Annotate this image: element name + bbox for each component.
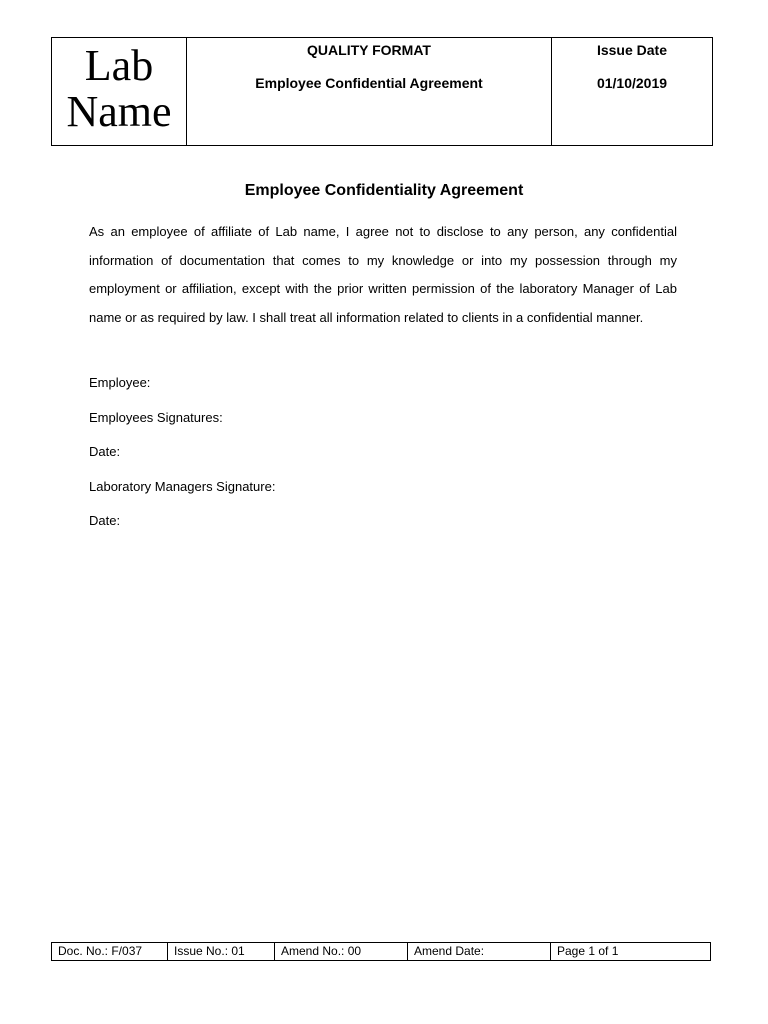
footer-amend-date: Amend Date: [408,943,551,961]
footer-amend-no: Amend No.: 00 [275,943,408,961]
document-title: Employee Confidentiality Agreement [244,182,524,199]
logo-line-2: Name [66,87,172,136]
employee-field-label: Employee: [89,375,151,390]
issue-date-cell [552,38,713,146]
manager-signature-field-label: Laboratory Managers Signature: [89,479,276,494]
employee-signature-field-label: Employees Signatures: [89,410,223,425]
date-field-label-2: Date: [89,513,121,528]
format-cell [187,38,552,146]
agreement-paragraph: As an employee of affiliate of Lab name, I agree not to disclose to any person, any confidential information of documentation that comes to my knowledge or into my possession through my employment or affiliation, except with the prior written permission of the laboratory Manager of Lab name or as required by law. I shall treat all information related to clients in a confidential manner. [89,224,677,325]
issue-date-value: 01/10/2019 [596,75,668,91]
logo-line-1: Lab [84,41,154,90]
lab-logo [52,38,186,135]
date-field-label-1: Date: [89,444,121,459]
logo-cell [52,38,187,146]
document-header-table [51,37,713,146]
format-title: Employee Confidential Agreement [255,75,483,91]
quality-format-label: QUALITY FORMAT [307,42,431,58]
footer-issue-no: Issue No.: 01 [168,943,275,961]
footer-page-number: Page 1 of 1 [551,943,711,961]
footer-doc-no: Doc. No.: F/037 [52,943,168,961]
issue-date-label: Issue Date [596,42,668,58]
document-footer-table [51,942,711,961]
